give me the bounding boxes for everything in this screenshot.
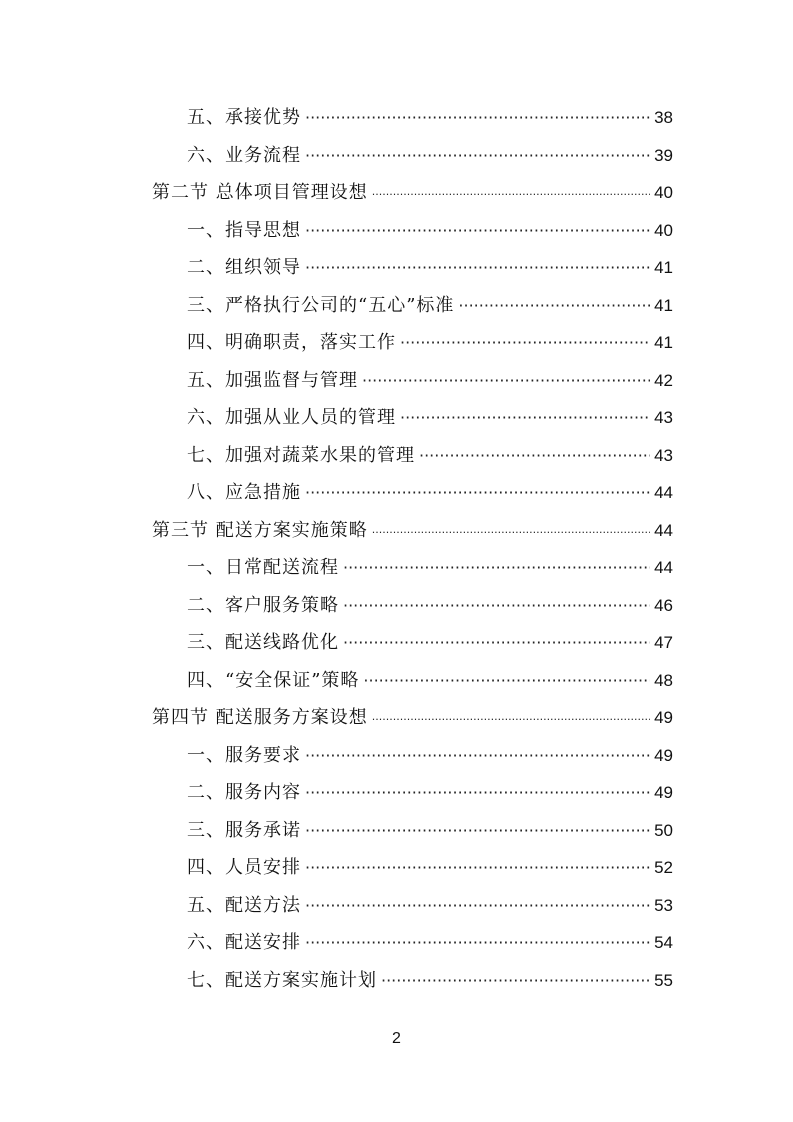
toc-entry-label: 四、人员安排	[187, 857, 301, 878]
toc-entry[interactable]	[187, 329, 673, 357]
toc-entry-label: 第二节 总体项目管理设想	[152, 182, 368, 203]
toc-entry[interactable]	[187, 667, 673, 695]
toc-dot-leader	[400, 404, 650, 432]
toc-entry-label: 三、服务承诺	[187, 819, 301, 841]
toc-entry-page: 49	[654, 745, 673, 765]
toc-dot-leader	[305, 254, 650, 282]
toc-entry-label: 一、指导思想	[187, 219, 301, 241]
toc-entry-label: 七、加强对蔬菜水果的管理	[187, 444, 415, 466]
toc-entry[interactable]	[187, 854, 673, 882]
toc-dot-leader	[362, 367, 650, 395]
toc-entry-label: 二、组织领导	[187, 257, 301, 278]
toc-entry-label: 五、配送方法	[187, 894, 301, 916]
toc-entry-page: 41	[654, 295, 673, 315]
toc-entry-page: 44	[654, 483, 673, 502]
toc-entry-page: 39	[654, 145, 673, 165]
toc-dot-leader	[305, 104, 650, 132]
toc-entry[interactable]	[187, 817, 673, 845]
toc-dot-leader	[343, 629, 650, 657]
toc-entry-page: 49	[654, 783, 673, 802]
toc-entry[interactable]	[187, 742, 673, 770]
toc-entry[interactable]	[187, 104, 673, 132]
toc-entry-label: 七、配送方案实施计划	[187, 969, 377, 991]
toc-entry-label: 二、服务内容	[187, 782, 301, 803]
toc-dot-leader	[305, 779, 650, 807]
toc-entry-page: 46	[654, 595, 673, 615]
toc-entry-page: 49	[654, 708, 673, 727]
toc-entry-page: 41	[654, 258, 673, 277]
toc-entry[interactable]	[187, 254, 673, 282]
toc-dot-leader	[305, 742, 650, 770]
toc-entry[interactable]	[187, 929, 673, 957]
toc-entry-label: 六、配送安排	[187, 932, 301, 953]
toc-entry-page: 44	[654, 558, 673, 577]
toc-entry-page: 40	[654, 220, 673, 240]
toc-dot-leader	[381, 967, 650, 995]
toc-entry-page: 54	[654, 933, 673, 952]
toc-entry-page: 48	[654, 670, 673, 690]
page-number: 2	[392, 1030, 401, 1047]
toc-entry-label: 六、业务流程	[187, 144, 301, 166]
toc-entry-label: 一、服务要求	[187, 744, 301, 766]
toc-dot-leader	[372, 517, 650, 547]
toc-entry[interactable]	[187, 404, 673, 432]
toc-entry-page: 50	[654, 820, 673, 840]
toc-entry-label: 五、加强监督与管理	[187, 369, 358, 391]
toc-dot-leader	[305, 817, 650, 845]
toc-entry-label: 六、加强从业人员的管理	[187, 407, 396, 428]
toc-entry-label: 一、日常配送流程	[187, 557, 339, 578]
toc-entry-page: 55	[654, 970, 673, 990]
toc-entry-label: 二、客户服务策略	[187, 594, 339, 616]
toc-entry[interactable]	[187, 892, 673, 920]
toc-entry[interactable]	[187, 442, 673, 470]
toc-entry[interactable]	[187, 592, 673, 620]
toc-entry[interactable]	[187, 554, 673, 582]
toc-dot-leader	[305, 479, 650, 507]
toc-entry[interactable]	[187, 779, 673, 807]
toc-section-entry[interactable]	[152, 179, 673, 207]
toc-dot-leader	[305, 854, 650, 882]
toc-dot-leader	[305, 142, 650, 170]
toc-dot-leader	[305, 892, 650, 920]
toc-entry[interactable]	[187, 292, 673, 320]
toc-dot-leader	[372, 179, 650, 209]
toc-dot-leader	[419, 442, 650, 470]
toc-dot-leader	[305, 217, 650, 245]
toc-entry-label: 四、明确职责，落实工作	[187, 332, 396, 353]
toc-entry[interactable]	[187, 629, 673, 657]
toc-entry-label: 三、严格执行公司的“五心”标准	[187, 294, 455, 316]
toc-entry[interactable]	[187, 217, 673, 245]
toc-entry-label: 五、承接优势	[187, 107, 301, 128]
toc-entry-label: 八、应急措施	[187, 482, 301, 503]
toc-entry-page: 47	[654, 633, 673, 652]
toc-entry-page: 43	[654, 445, 673, 465]
toc-entry-label: 三、配送线路优化	[187, 632, 339, 653]
toc-entry[interactable]	[187, 142, 673, 170]
toc-entry[interactable]	[187, 967, 673, 995]
toc-entry-page: 53	[654, 895, 673, 915]
toc-dot-leader	[343, 592, 650, 620]
toc-entry[interactable]	[187, 367, 673, 395]
toc-entry-page: 44	[654, 520, 673, 540]
toc-entry-label: 第四节 配送服务方案设想	[152, 707, 368, 728]
toc-dot-leader	[343, 554, 650, 582]
toc-section-entry[interactable]	[152, 517, 673, 545]
toc-dot-leader	[372, 704, 650, 734]
toc-entry-page: 42	[654, 370, 673, 390]
toc-entry-page: 38	[654, 108, 673, 127]
toc-entry-label: 第三节 配送方案实施策略	[152, 519, 368, 541]
toc-dot-leader	[363, 667, 650, 695]
toc-entry-page: 52	[654, 858, 673, 877]
toc-dot-leader	[458, 292, 650, 320]
toc-entry-page: 40	[654, 183, 673, 202]
toc-entry-page: 43	[654, 408, 673, 427]
toc-dot-leader	[305, 929, 650, 957]
toc-dot-leader	[400, 329, 650, 357]
toc-entry-page: 41	[654, 333, 673, 352]
toc-entry[interactable]	[187, 479, 673, 507]
toc-entry-label: 四、“安全保证”策略	[187, 669, 360, 691]
toc-section-entry[interactable]	[152, 704, 673, 732]
